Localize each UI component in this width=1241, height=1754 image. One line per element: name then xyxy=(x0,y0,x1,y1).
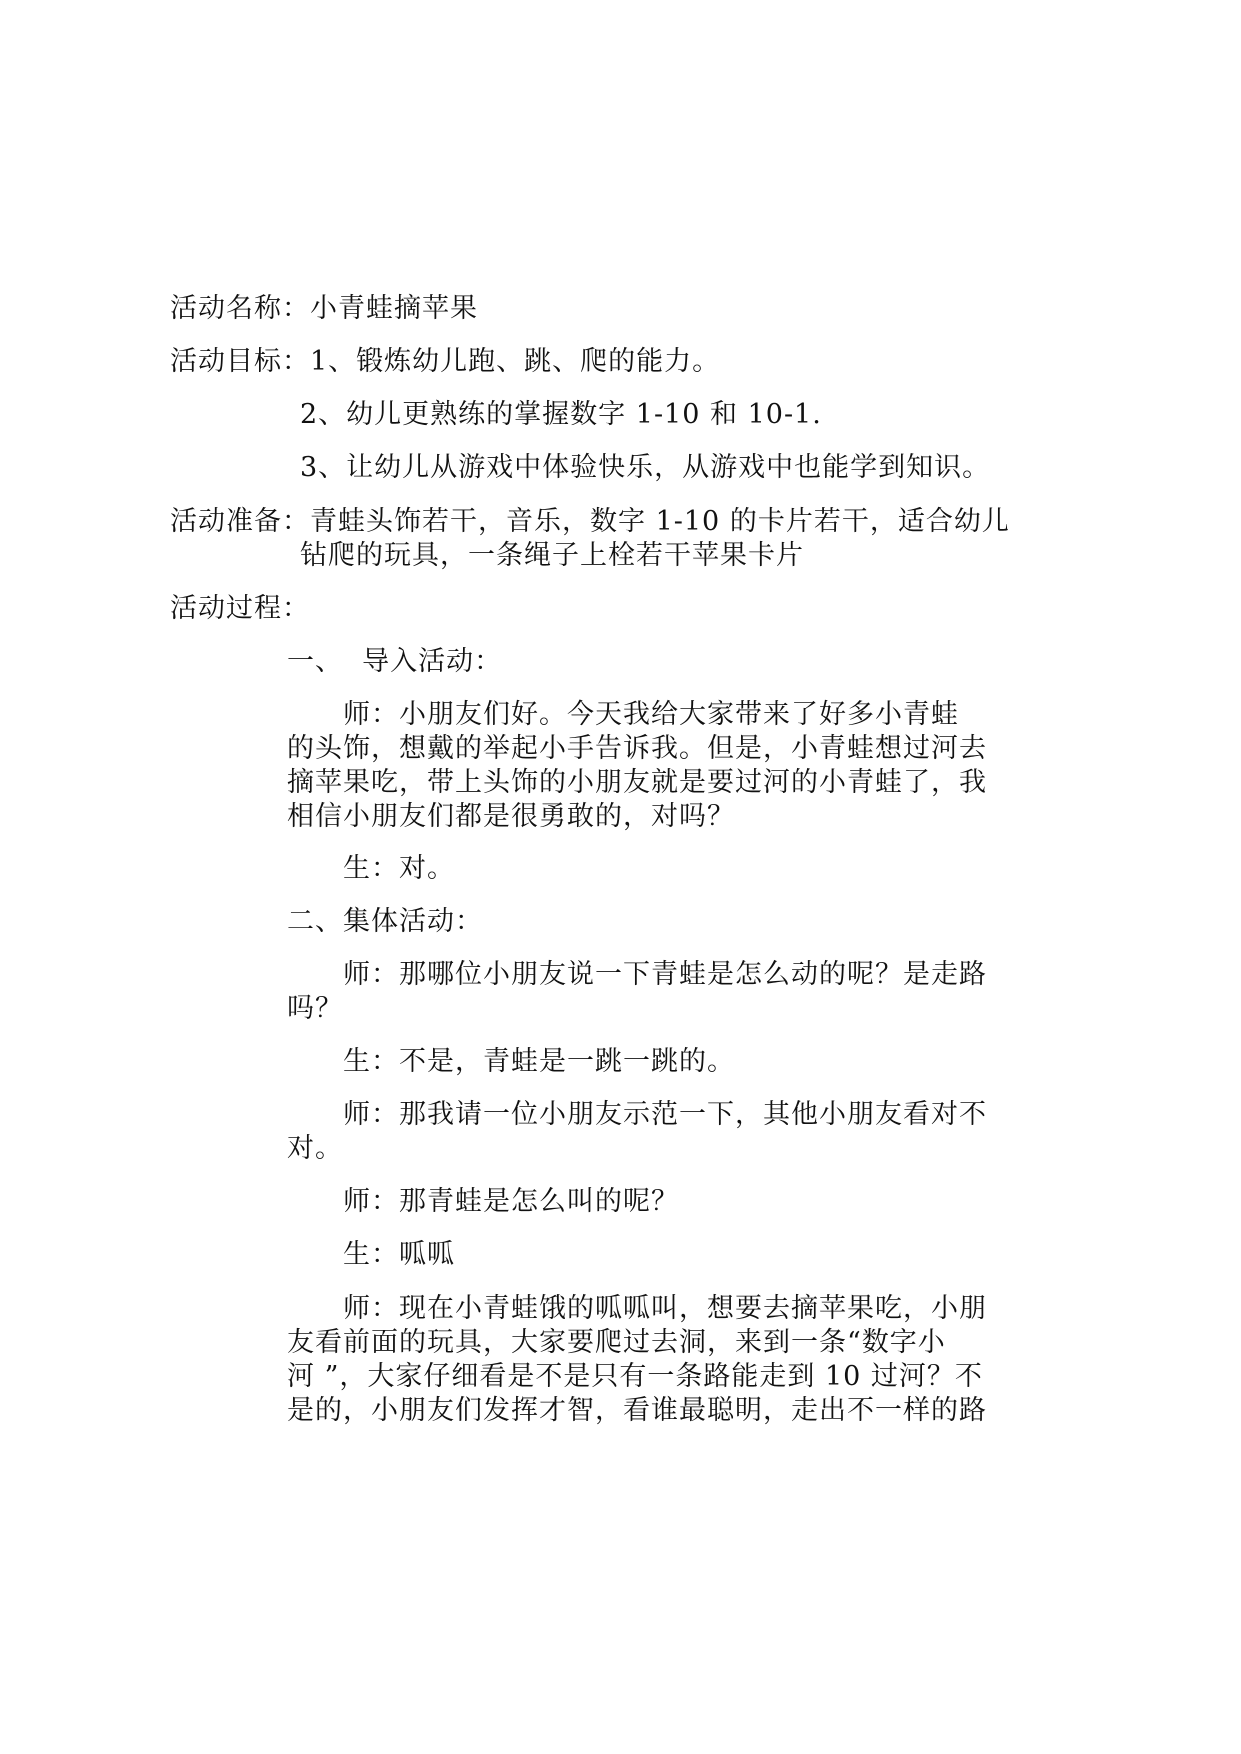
paragraph-line: 生：不是，青蛙是一跳一跳的。 xyxy=(343,1046,735,1077)
activity-name-line xyxy=(170,292,478,326)
paragraph-line: 河 ”，大家仔细看是不是只有一条路能走到 10 过河？不 xyxy=(287,1361,983,1392)
paragraph-line: 师：那哪位小朋友说一下青蛙是怎么动的呢？是走路 xyxy=(343,959,987,990)
paragraph-line: 是的，小朋友们发挥才智，看谁最聪明，走出不一样的路 xyxy=(287,1395,987,1426)
activity-goals-label: 活动目标： xyxy=(170,346,310,377)
paragraph-line: 生：对。 xyxy=(343,853,455,884)
paragraph-line: 友看前面的玩具，大家要爬过去洞，来到一条“数字小 xyxy=(287,1327,946,1358)
activity-prep-label: 活动准备： xyxy=(170,506,310,537)
paragraph-line: 相信小朋友们都是很勇敢的，对吗？ xyxy=(287,801,735,832)
activity-goal-item: 3、让幼儿从游戏中体验快乐，从游戏中也能学到知识。 xyxy=(300,452,991,483)
activity-goal-item: 1、锻炼幼儿跑、跳、爬的能力。 xyxy=(310,346,721,377)
paragraph-line: 生：呱呱 xyxy=(343,1239,455,1270)
paragraph-line: 摘苹果吃，带上头饰的小朋友就是要过河的小青蛙了，我 xyxy=(287,767,987,798)
activity-name-value: 小青蛙摘苹果 xyxy=(310,293,478,324)
activity-process-label: 活动过程： xyxy=(170,593,310,624)
paragraph-line: 对。 xyxy=(287,1133,343,1164)
activity-prep-line xyxy=(170,505,1010,539)
paragraph-line: 吗？ xyxy=(287,993,343,1024)
activity-prep-text: 钻爬的玩具，一条绳子上栓若干苹果卡片 xyxy=(300,540,804,571)
paragraph-line: 师：那青蛙是怎么叫的呢？ xyxy=(343,1186,679,1217)
activity-goals-line xyxy=(170,345,720,379)
paragraph-line: 的头饰，想戴的举起小手告诉我。但是，小青蛙想过河去 xyxy=(287,733,987,764)
paragraph-line: 师：那我请一位小朋友示范一下，其他小朋友看对不 xyxy=(343,1099,987,1130)
section-heading: 二、集体活动： xyxy=(287,906,483,937)
activity-goal-item: 2、幼儿更熟练的掌握数字 1-10 和 10-1. xyxy=(300,399,822,430)
paragraph-line: 师：现在小青蛙饿的呱呱叫，想要去摘苹果吃，小朋 xyxy=(343,1293,987,1324)
paragraph-line: 师：小朋友们好。今天我给大家带来了好多小青蛙 xyxy=(343,699,959,730)
section-heading: 一、 导入活动： xyxy=(287,646,503,677)
activity-name-label: 活动名称： xyxy=(170,293,310,324)
activity-prep-text: 青蛙头饰若干，音乐，数字 1-10 的卡片若干，适合幼儿 xyxy=(310,506,1010,537)
